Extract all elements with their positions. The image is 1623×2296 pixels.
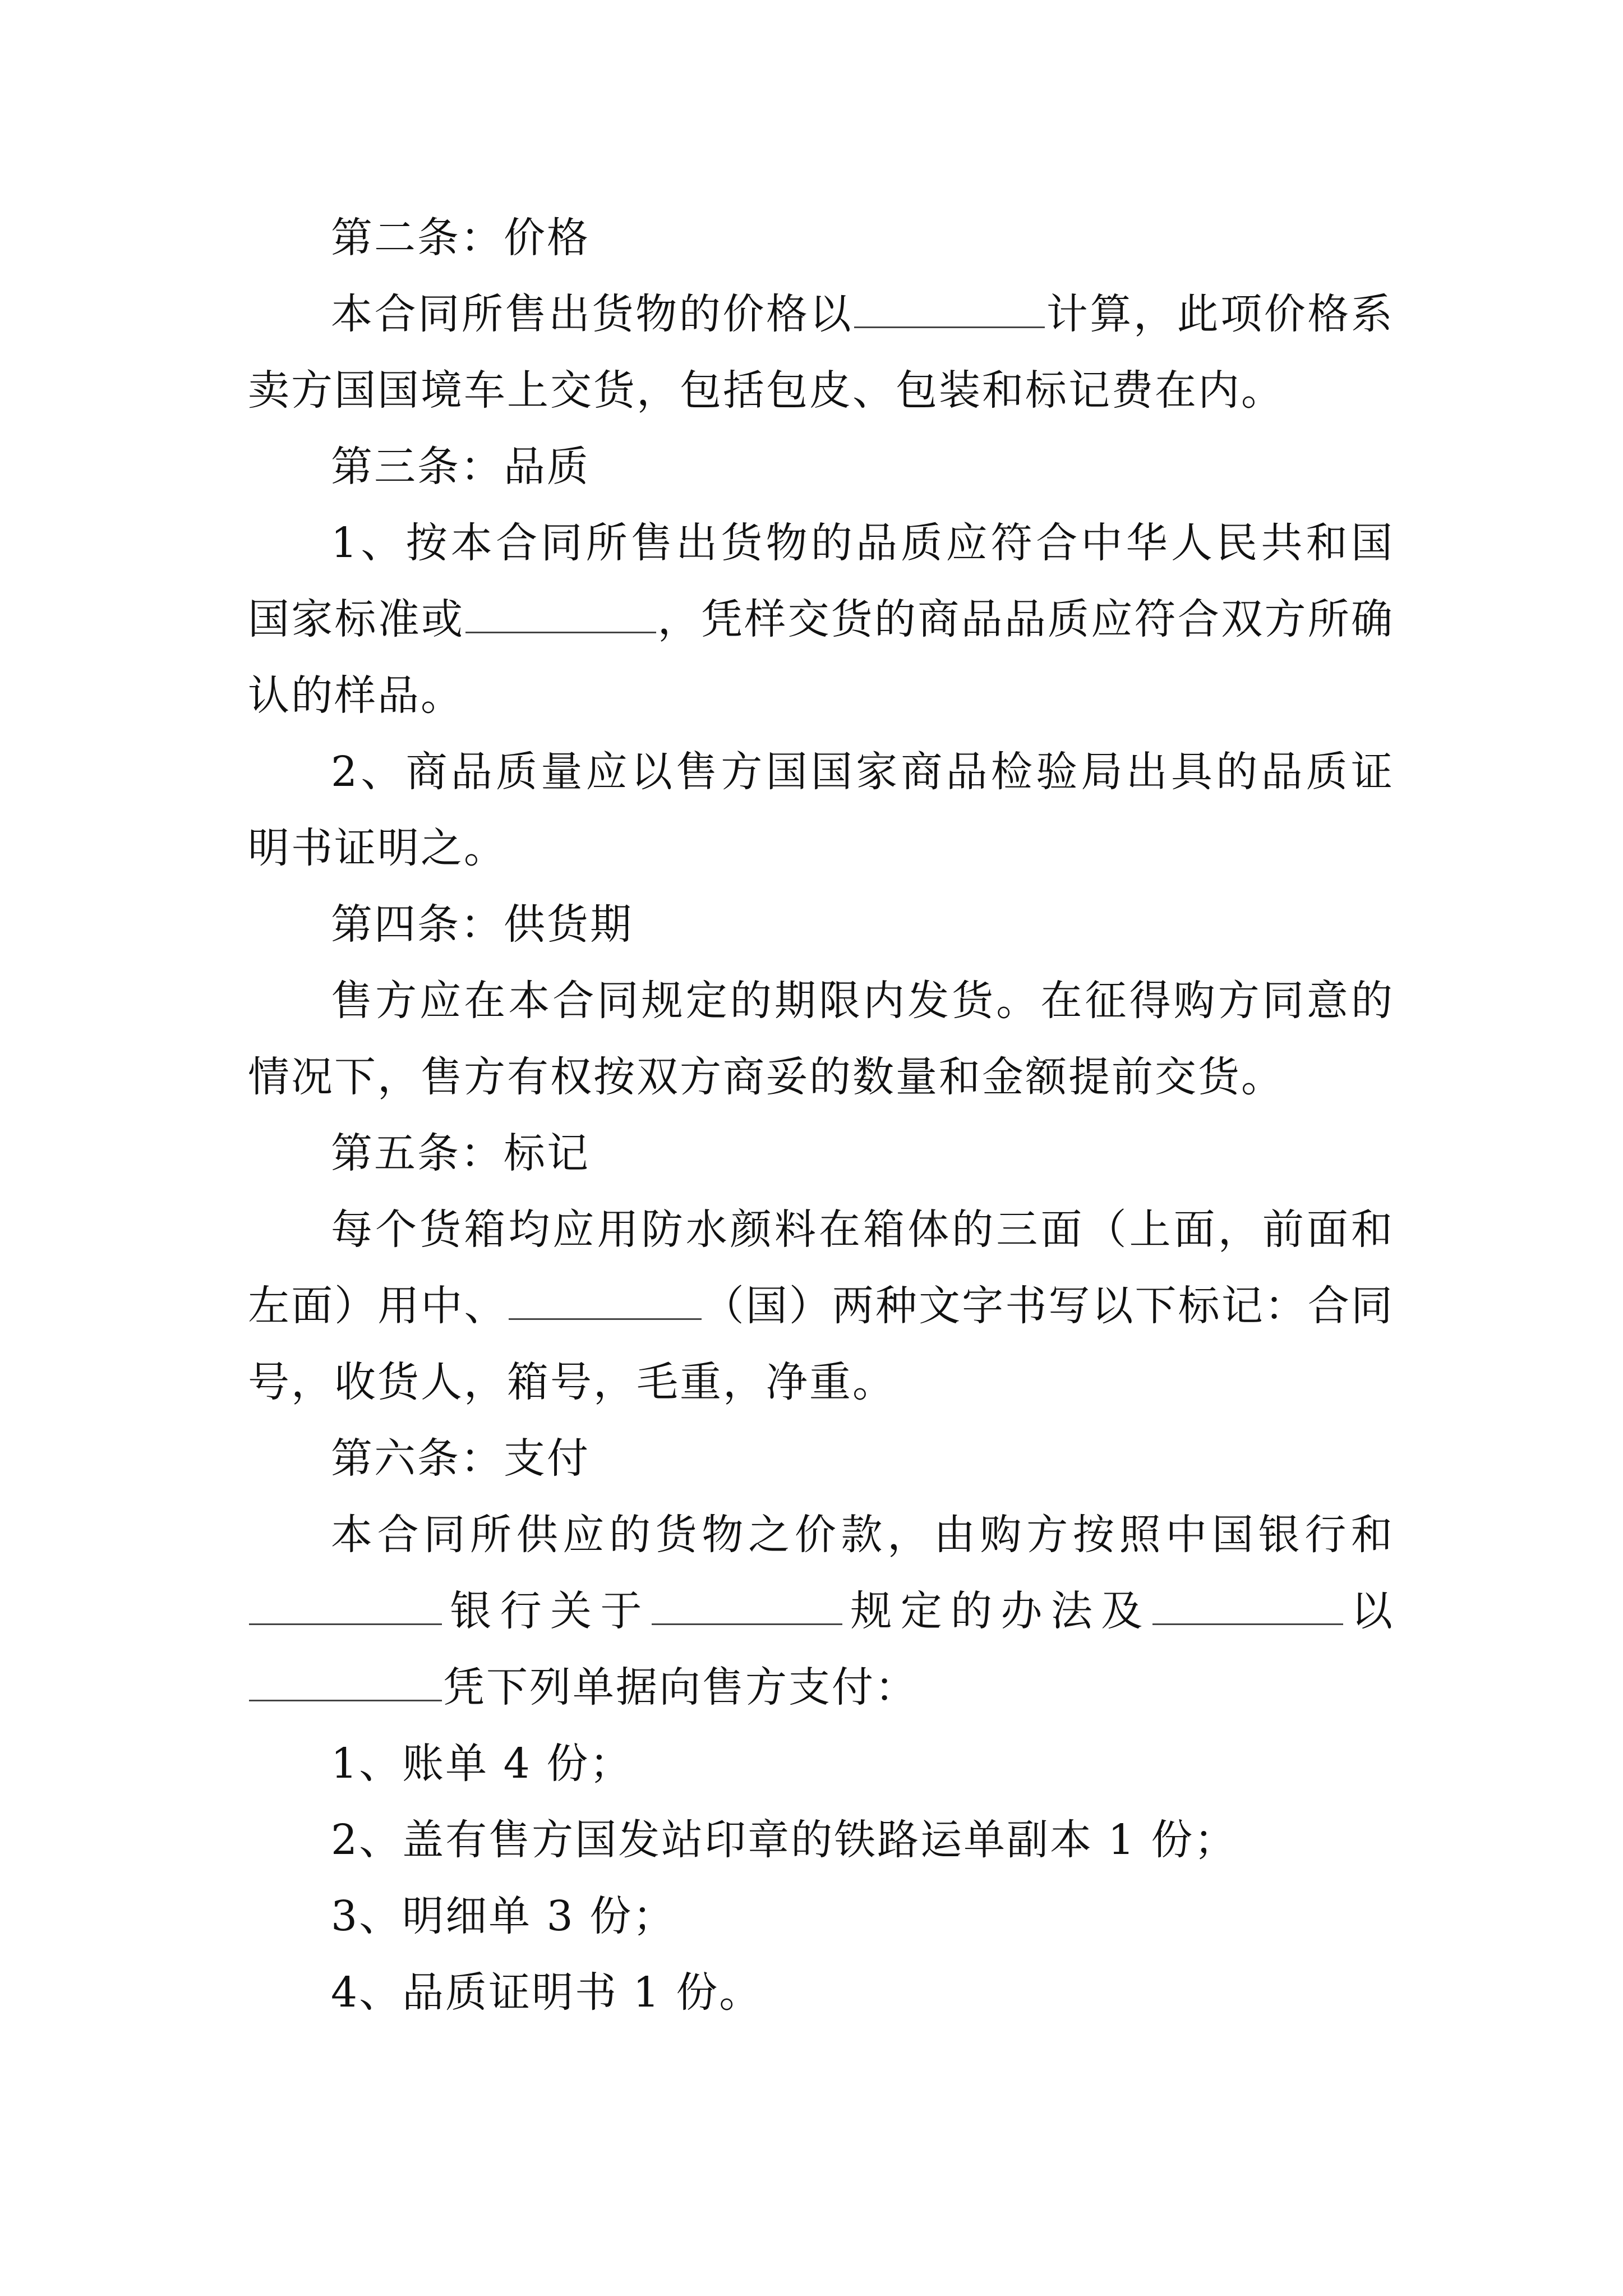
article-3-title: 第三条：品质 — [331, 443, 590, 491]
list-item: 3、明细单 3 份； — [331, 1892, 676, 1940]
article-4-title: 第四条：供货期 — [331, 900, 633, 949]
article-5-text-a: 每个货箱均应用防水颜料在箱体的三面（上面，前面和左面）用中、 — [248, 1205, 1394, 1330]
price-basis-blank — [854, 292, 1045, 328]
regulation-blank — [652, 1589, 842, 1625]
article-6-text-c: 规定的办法及 — [843, 1587, 1151, 1635]
payment-form-blank — [249, 1665, 442, 1701]
article-5-title: 第五条：标记 — [331, 1129, 590, 1177]
article-6-title: 第六条：支付 — [331, 1434, 590, 1483]
article-3-item-2: 2、商品质量应以售方国国家商品检验局出具的品质证明书证明之。 — [248, 748, 1394, 872]
article-6-text-b: 银行关于 — [443, 1587, 651, 1635]
article-6-paragraph — [248, 1497, 1394, 1726]
list-item: 2、盖有售方国发站印章的铁路运单副本 1 份； — [331, 1816, 1238, 1864]
list-item: 4、品质证明书 1 份。 — [331, 1968, 763, 2017]
article-4-paragraph: 售方应在本合同规定的期限内发货。在征得购方同意的情况下，售方有权按双方商妥的数量和金额提前交货。 — [248, 977, 1394, 1101]
article-5-paragraph — [248, 1191, 1394, 1420]
article-6-text-a: 本合同所供应的货物之价款，由购方按照中国银行和 — [331, 1511, 1394, 1559]
method-blank — [1152, 1589, 1343, 1625]
standard-blank — [465, 597, 656, 633]
bank-blank — [249, 1589, 442, 1625]
contract-body — [248, 200, 1394, 2031]
article-2-text-a: 本合同所售出货物的价格以 — [331, 290, 854, 338]
article-2-title: 第二条：价格 — [331, 214, 590, 262]
article-6-text-d: 以 — [1344, 1587, 1395, 1635]
article-3-item-1 — [248, 505, 1394, 734]
article-6-text-e: 凭下列单据向售方支付： — [443, 1663, 918, 1711]
article-2-paragraph — [248, 276, 1394, 429]
article-2-text-b: 计算，此项价格系卖方国国境车上交货，包括包皮、包装和标记费在内。 — [248, 290, 1395, 415]
list-item: 1、账单 4 份； — [331, 1740, 633, 1788]
article-5-text-b: （国）两种文字书写以下标记：合同号，收货人，箱号，毛重，净重。 — [248, 1282, 1394, 1406]
language-blank — [509, 1283, 702, 1320]
article-3-item-1-text-b: ，凭样交货的商品品质应符合双方所确认的样品。 — [248, 595, 1395, 720]
article-3-item-1-text-a: 1、按本合同所售出货物的品质应符合中华人民共和国国家标准或 — [248, 519, 1394, 643]
